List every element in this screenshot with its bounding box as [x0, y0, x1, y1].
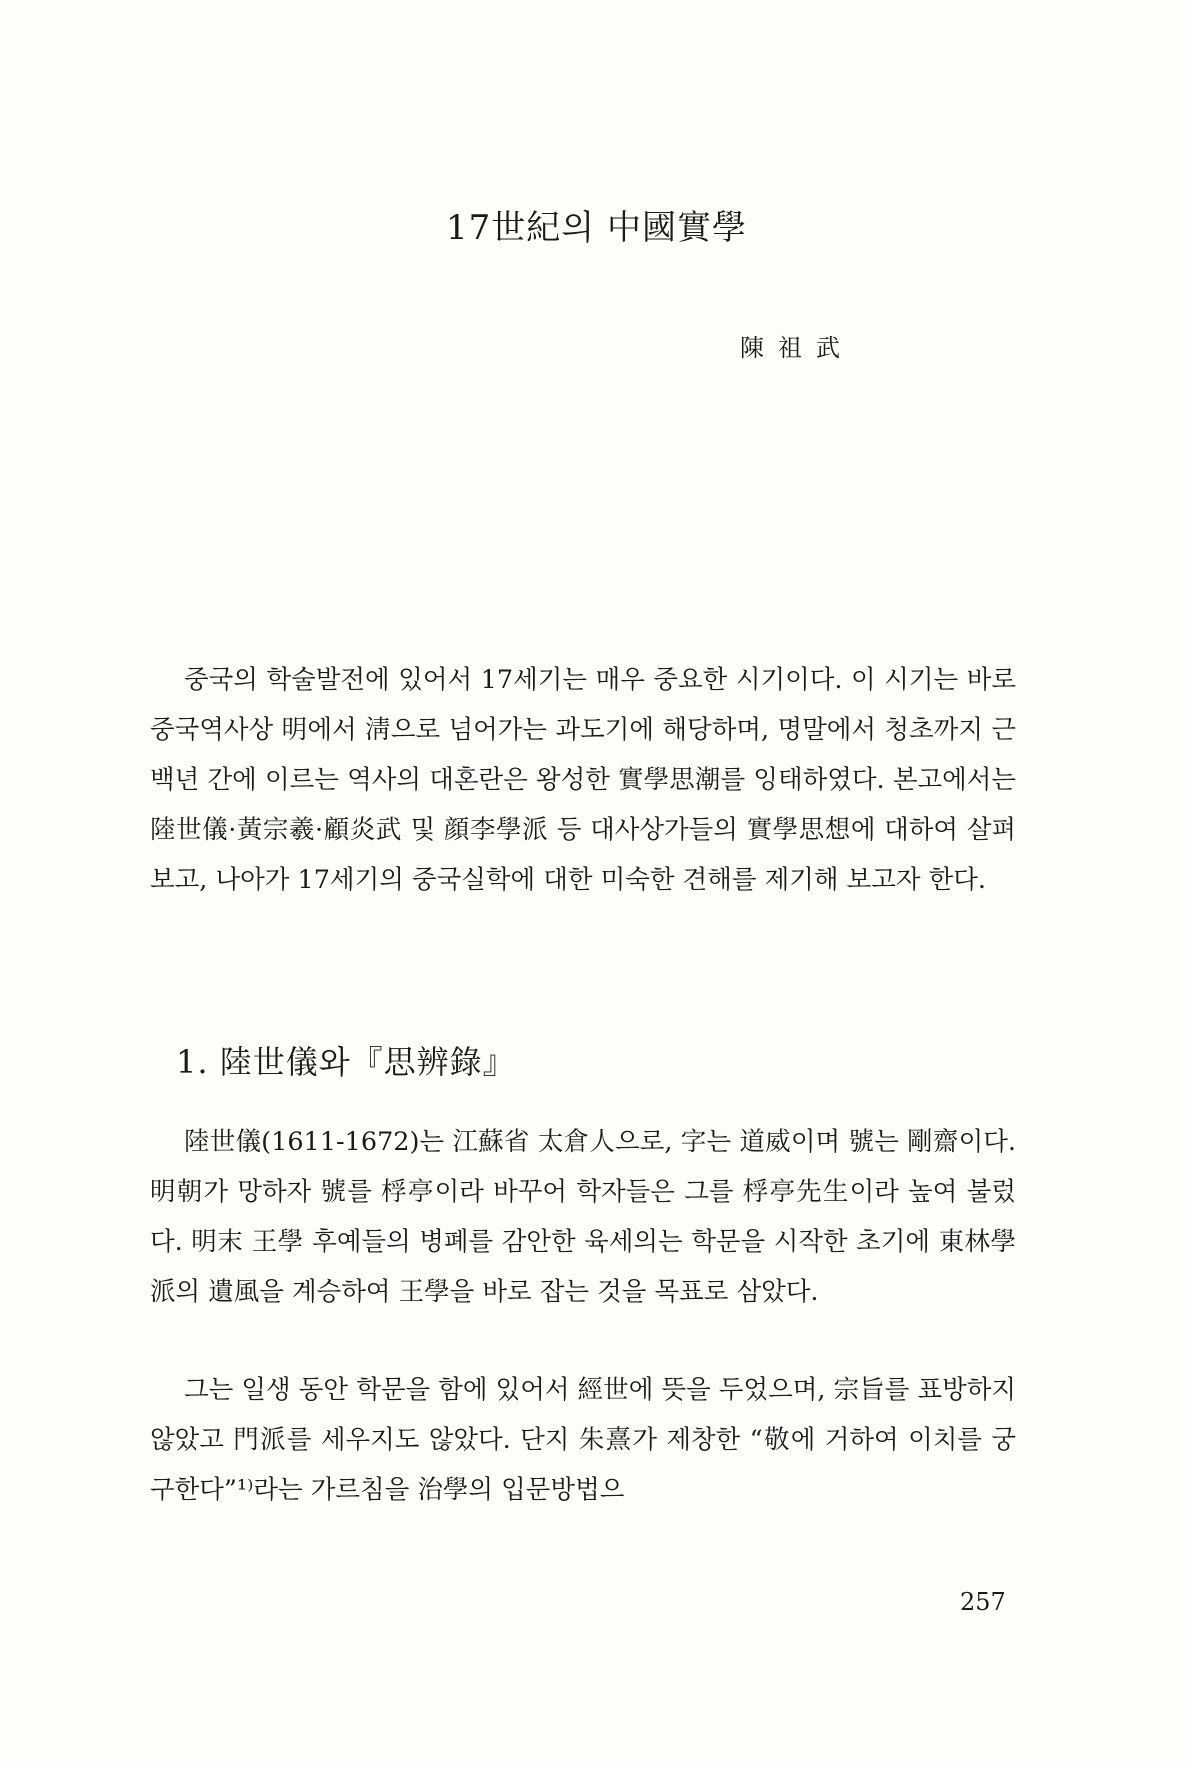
body-paragraph: 陸世儀(1611-1672)는 江蘇省 太倉人으로, 字는 道威이며 號는 剛齋이다. 明朝가 망하자 號를 桴亭이라 바꾸어 학자들은 그를 桴亭先生이라 높여 불렀다. 明末 王學 후예들의 병폐를 감안한 육세의는 학문을 시작한 초기에 東林學派의 遺風을 계승하여 王學을 바로 잡는 것을 목표로 삼았다.: [150, 1127, 1016, 1307]
body-paragraph: 그는 일생 동안 학문을 함에 있어서 經世에 뜻을 두었으며, 宗旨를 표방하지 않았고 門派를 세우지도 않았다. 단지 朱熹가 제창한 “敬에 거하여 이치를 궁구한다”¹⁾라는 가르침을 治學의 입문방법으: [150, 1375, 1016, 1505]
author-name: 陳祖武: [740, 334, 854, 362]
article-title: 17世紀의 中國實學: [446, 208, 747, 248]
page-number: 257: [960, 1588, 1006, 1616]
abstract-paragraph: 중국의 학술발전에 있어서 17세기는 매우 중요한 시기이다. 이 시기는 바로 중국역사상 明에서 淸으로 넘어가는 과도기에 해당하며, 명말에서 청초까지 근 백년 간에 이르는 역사의 대혼란은 왕성한 實學思潮를 잉태하였다. 본고에서는 陸世儀·黃宗羲·顧炎武 및 顔李學派 등 대사상가들의 實學思想에 대하여 살펴보고, 나아가 17세기의 중국실학에 대한 미숙한 견해를 제기해 보고자 한다.: [150, 665, 1016, 895]
section-heading: 1. 陸世儀와『思辨錄』: [176, 1043, 516, 1081]
